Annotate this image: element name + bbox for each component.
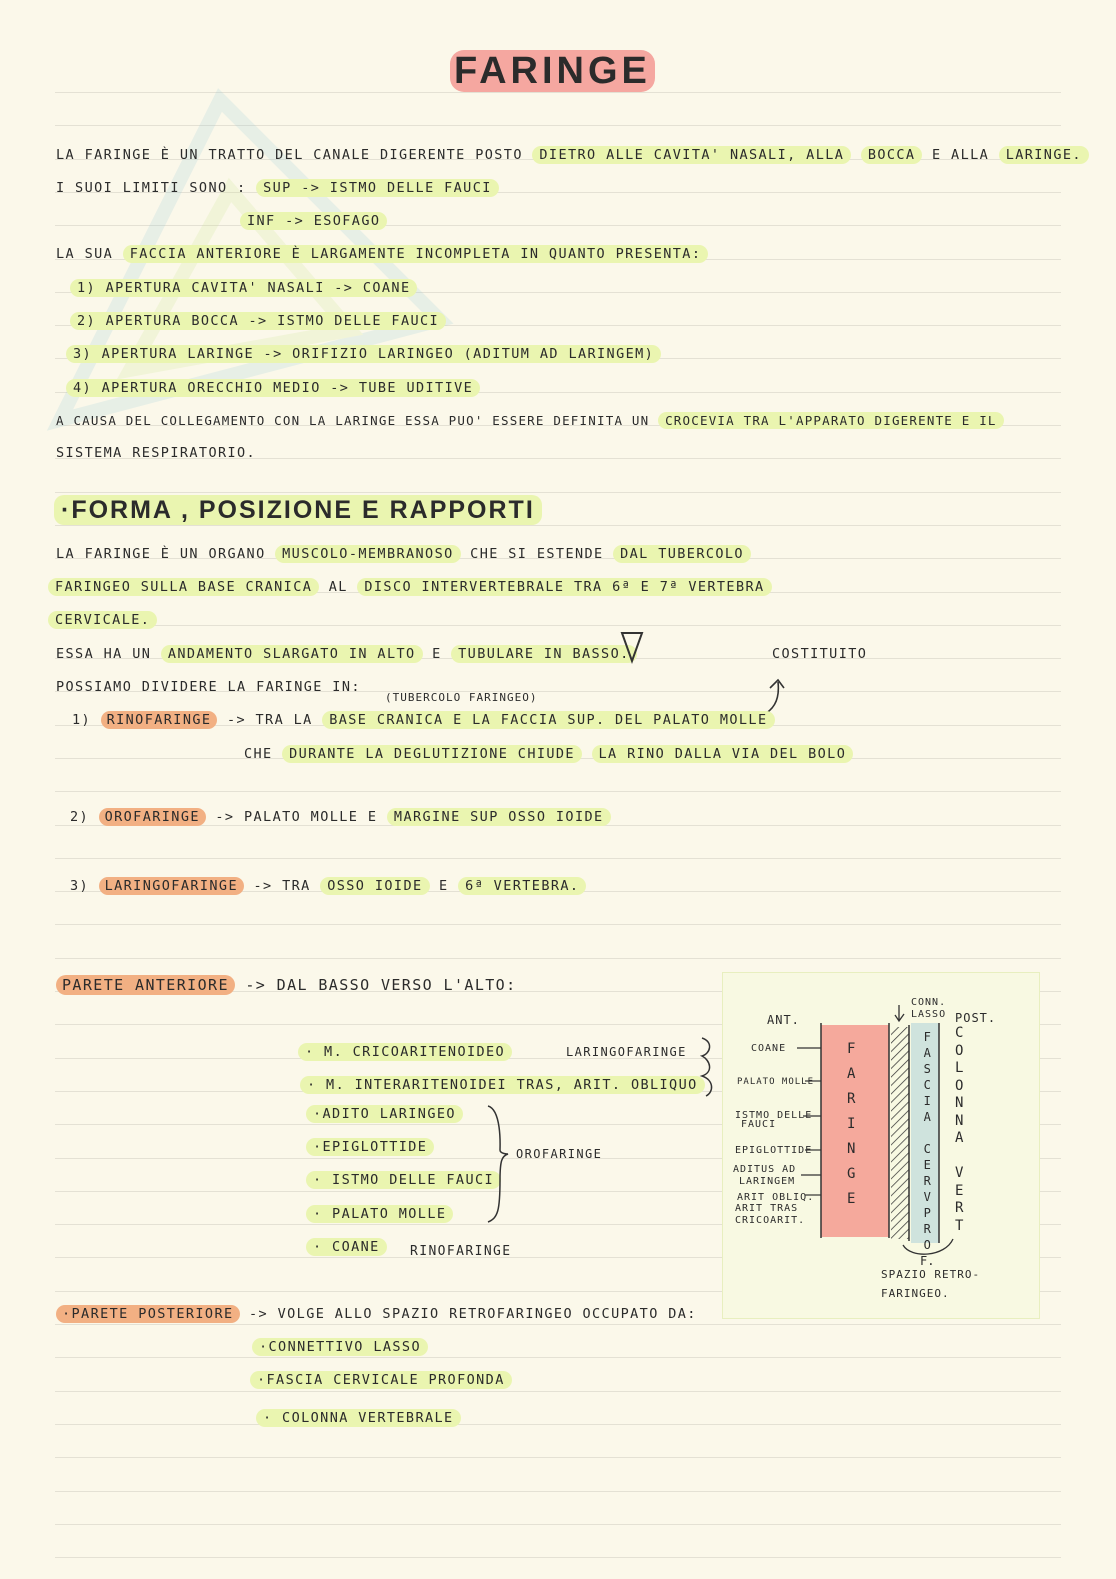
vertical-letter: I <box>923 1094 931 1108</box>
limit-inf: INF -> ESOFAGO <box>240 212 387 230</box>
vertical-letter: O <box>955 1077 964 1094</box>
anterior-item-7: · COANE <box>306 1238 387 1256</box>
vertical-letter: F <box>923 1030 931 1044</box>
rule-line <box>55 225 1061 226</box>
diagram-label-post: POST. <box>955 1011 997 1025</box>
intro-highlight-laringe: LARINGE. <box>999 146 1089 164</box>
highlight-tubulare: TUBULARE IN BASSO. <box>451 645 637 663</box>
intro-text: A CAUSA DEL COLLEGAMENTO CON LA LARINGE ESSA PUO' ESSERE DEFINITA UN <box>56 413 650 428</box>
faringe-vertical-label <box>847 1037 855 1212</box>
vertical-letter: O <box>923 1238 931 1252</box>
apertura-item-1: 1) APERTURA CAVITA' NASALI -> COANE <box>70 279 417 297</box>
anterior-item-5: · ISTMO DELLE FAUCI <box>306 1171 501 1189</box>
connettivo-band <box>891 1027 909 1239</box>
highlight-osso-ioide: OSSO IOIDE <box>320 877 429 895</box>
laringofaringe-label: LARINGOFARINGE <box>99 877 244 895</box>
rule-line <box>55 1491 1061 1492</box>
vertical-letter: N <box>955 1112 964 1129</box>
apertura-item-2: 2) APERTURA BOCCA -> ISTMO DELLE FAUCI <box>70 312 446 330</box>
diagram-label-epiglottide: EPIGLOTTIDE <box>735 1145 813 1156</box>
vertical-letter: O <box>955 1042 964 1059</box>
num: 1) <box>72 712 92 728</box>
intro-highlight-dietro: DIETRO ALLE CAVITA' NASALI, ALLA <box>532 146 851 164</box>
text: -> TRA LA <box>226 712 313 728</box>
group-label-orofaringe: OROFARINGE <box>516 1147 603 1161</box>
vertical-letter: G <box>847 1166 856 1182</box>
vertical-letter: A <box>847 1066 856 1082</box>
rule-line <box>55 1424 1061 1425</box>
intro-text: I SUOI LIMITI SONO : <box>56 180 247 196</box>
vertical-letter: E <box>847 1191 856 1207</box>
diagram-label-spazio: SPAZIO RETRO- <box>881 1268 981 1281</box>
laringofaringe-line <box>70 877 586 895</box>
diagram-label-arit-obliq: ARIT OBLIQ. <box>737 1192 815 1203</box>
diagram-drawing <box>723 973 1039 1318</box>
orofaringe-line <box>70 808 611 826</box>
vertical-letter: E <box>923 1158 931 1172</box>
brace-marks <box>484 1030 724 1230</box>
diagram-label-lasso: LASSO <box>911 1009 947 1020</box>
anterior-item-2: · M. INTERARITENOIDEI TRAS, ARIT. OBLIQUO <box>300 1076 705 1094</box>
vertical-letter: V <box>923 1190 931 1204</box>
apertura-item-3: 3) APERTURA LARINGE -> ORIFIZIO LARINGEO (ADITUM AD LARINGEM) <box>66 345 661 363</box>
colonna-vertical-label <box>955 1025 963 1235</box>
vertical-letter: A <box>923 1110 931 1124</box>
rule-line <box>55 1557 1061 1558</box>
parete-posteriore-line <box>56 1305 697 1323</box>
diagram-label-istmo: ISTMO DELLE <box>735 1110 813 1121</box>
vertical-letter: R <box>847 1091 856 1107</box>
text: E <box>439 878 449 894</box>
diagram-label-arit-tras: ARIT TRAS <box>735 1203 799 1214</box>
orofaringe-label: OROFARINGE <box>99 808 206 826</box>
intro-line-6: SISTEMA RESPIRATORIO. <box>56 445 257 461</box>
page-title: FARINGE <box>450 50 655 93</box>
diagram-label-aditus: ADITUS AD <box>733 1164 797 1175</box>
anterior-item-4: ·EPIGLOTTIDE <box>306 1138 434 1156</box>
intro-line-4 <box>56 245 708 263</box>
faccia-anteriore-highlight: FACCIA ANTERIORE È LARGAMENTE INCOMPLETA IN QUANTO PRESENTA: <box>123 245 709 263</box>
diagram-label-conn: CONN. <box>911 997 947 1008</box>
text: ESSA HA UN <box>56 646 152 662</box>
highlight-muscolo: MUSCOLO-MEMBRANOSO <box>275 545 461 563</box>
intro-line-5 <box>56 412 1004 430</box>
group-label-rinofaringe: RINOFARINGE <box>410 1244 512 1259</box>
diagram-label-coane: COANE <box>751 1043 787 1054</box>
vertical-letter: S <box>923 1062 931 1076</box>
section-diagram <box>722 972 1040 1319</box>
rule-line <box>55 958 1061 959</box>
intro-text: E ALLA <box>931 147 990 163</box>
forma-line-5: POSSIAMO DIVIDERE LA FARINGE IN: <box>56 679 361 695</box>
text: E <box>432 646 442 662</box>
posterior-item-3: · COLONNA VERTEBRALE <box>256 1409 461 1427</box>
highlight-deglutizione: DURANTE LA DEGLUTIZIONE CHIUDE <box>282 745 582 763</box>
rule-line <box>55 1324 1061 1325</box>
triangle-icon <box>620 630 644 664</box>
forma-line-3: CERVICALE. <box>48 611 157 629</box>
diagram-label-laringem: LARINGEM <box>739 1176 796 1187</box>
rule-line <box>55 492 1061 493</box>
rule-line <box>55 125 1061 126</box>
intro-text: LA FARINGE È UN TRATTO DEL CANALE DIGERENTE POSTO <box>56 147 523 163</box>
anterior-item-3: ·ADITO LARINGEO <box>306 1105 463 1123</box>
vertical-letter: F. <box>920 1254 935 1268</box>
diagram-label-faringeo: FARINGEO. <box>881 1287 950 1300</box>
rule-line <box>55 858 1061 859</box>
vertical-letter: E <box>955 1182 964 1199</box>
highlight-slargato: ANDAMENTO SLARGATO IN ALTO <box>161 645 423 663</box>
anterior-item-6: · PALATO MOLLE <box>306 1205 453 1223</box>
vertical-letter: R <box>923 1222 931 1236</box>
vertical-letter: F <box>847 1041 856 1057</box>
posterior-item-2: ·FASCIA CERVICALE PROFONDA <box>250 1371 512 1389</box>
fascia-vertical-label <box>920 1029 934 1269</box>
text: -> PALATO MOLLE <box>215 809 359 825</box>
parete-posteriore-label: ·PARETE POSTERIORE <box>56 1305 240 1323</box>
num: 3) <box>70 878 90 894</box>
rule-line <box>55 1391 1061 1392</box>
highlight-rino-bolo: LA RINO DALLA VIA DEL BOLO <box>592 745 854 763</box>
vertical-letter <box>955 1148 963 1166</box>
anterior-item-1: · M. CRICOARITENOIDEO <box>298 1043 512 1061</box>
highlight-disco: DISCO INTERVERTEBRALE TRA 6ª E 7ª VERTEBRA <box>357 578 771 596</box>
rinofaringe-line <box>72 711 775 729</box>
text: -> VOLGE ALLO SPAZIO RETROFARINGEO OCCUPATO DA: <box>249 1306 697 1322</box>
vertical-letter: C <box>923 1078 931 1092</box>
text: -> TRA <box>253 878 311 894</box>
diagram-label-cricoarit: CRICOARIT. <box>735 1215 806 1226</box>
rinofaringe-line-2 <box>244 745 853 763</box>
diagram-label-ant: ANT. <box>767 1013 800 1027</box>
vertical-letter: I <box>847 1116 856 1132</box>
intro-line-1 <box>56 146 1089 164</box>
vertical-letter: P <box>923 1206 931 1220</box>
highlight-base-cranica: BASE CRANICA E LA FACCIA SUP. DEL PALATO MOLLE <box>322 711 774 729</box>
apertura-item-4: 4) APERTURA ORECCHIO MEDIO -> TUBE UDITIVE <box>66 379 480 397</box>
highlight-tubercolo: DAL TUBERCOLO <box>613 545 751 563</box>
parete-anteriore-line <box>56 976 517 994</box>
vertical-letter: C <box>955 1025 964 1041</box>
vertical-letter: N <box>847 1141 856 1157</box>
vertical-letter <box>924 1125 931 1141</box>
group-label-laringofaringe: LARINGOFARINGE <box>566 1045 687 1059</box>
text: E <box>367 809 378 825</box>
text: LA FARINGE È UN ORGANO <box>56 546 266 562</box>
text: CHE SI ESTENDE <box>470 546 604 562</box>
forma-line-1 <box>56 545 751 563</box>
diagram-label-palato: PALATO MOLLE <box>737 1077 815 1087</box>
costituito-note: COSTITUITO <box>772 646 868 662</box>
highlight-faringeo: FARINGEO SULLA BASE CRANICA <box>48 578 319 596</box>
vertical-letter: C <box>923 1142 931 1156</box>
rule-line <box>55 924 1061 925</box>
posterior-item-1: ·CONNETTIVO LASSO <box>252 1338 428 1356</box>
tubercolo-note: (TUBERCOLO FARINGEO) <box>385 691 538 704</box>
highlight-margine: MARGINE SUP OSSO IOIDE <box>387 808 611 826</box>
vertical-letter: R <box>955 1200 964 1216</box>
text: CHE <box>244 746 273 762</box>
rule-line <box>55 525 1061 526</box>
crocevia-highlight: CROCEVIA TRA L'APPARATO DIGERENTE E IL <box>658 412 1004 429</box>
rule-line <box>55 1457 1061 1458</box>
intro-line-3 <box>240 212 387 230</box>
text: AL <box>328 579 348 595</box>
rule-line <box>55 791 1061 792</box>
intro-line-2 <box>56 179 499 197</box>
limit-sup: SUP -> ISTMO DELLE FAUCI <box>256 179 499 197</box>
vertical-letter: T <box>955 1217 964 1234</box>
vertical-letter: A <box>955 1130 964 1146</box>
section-heading-forma: ·FORMA , POSIZIONE E RAPPORTI <box>54 496 542 525</box>
vertical-letter: A <box>923 1046 931 1060</box>
watermark-logo <box>20 40 500 500</box>
vertical-letter: L <box>955 1060 964 1076</box>
rule-line <box>55 625 1061 626</box>
rule-line <box>55 1524 1061 1525</box>
vertical-letter: N <box>955 1095 964 1111</box>
intro-highlight-bocca: BOCCA <box>861 146 923 164</box>
num: 2) <box>70 809 90 825</box>
rinofaringe-label: RINOFARINGE <box>101 711 218 729</box>
forma-line-2 <box>48 578 772 596</box>
text: -> DAL BASSO VERSO L'ALTO: <box>245 976 517 994</box>
intro-text: LA SUA <box>56 246 114 262</box>
diagram-label-fauci: FAUCI <box>741 1119 777 1130</box>
highlight-vertebra: 6ª VERTEBRA. <box>458 877 586 895</box>
forma-line-4 <box>56 645 637 663</box>
rule-line <box>55 1357 1061 1358</box>
vertical-letter: R <box>923 1174 931 1188</box>
vertical-letter: V <box>955 1165 964 1181</box>
parete-anteriore-label: PARETE ANTERIORE <box>56 975 235 995</box>
